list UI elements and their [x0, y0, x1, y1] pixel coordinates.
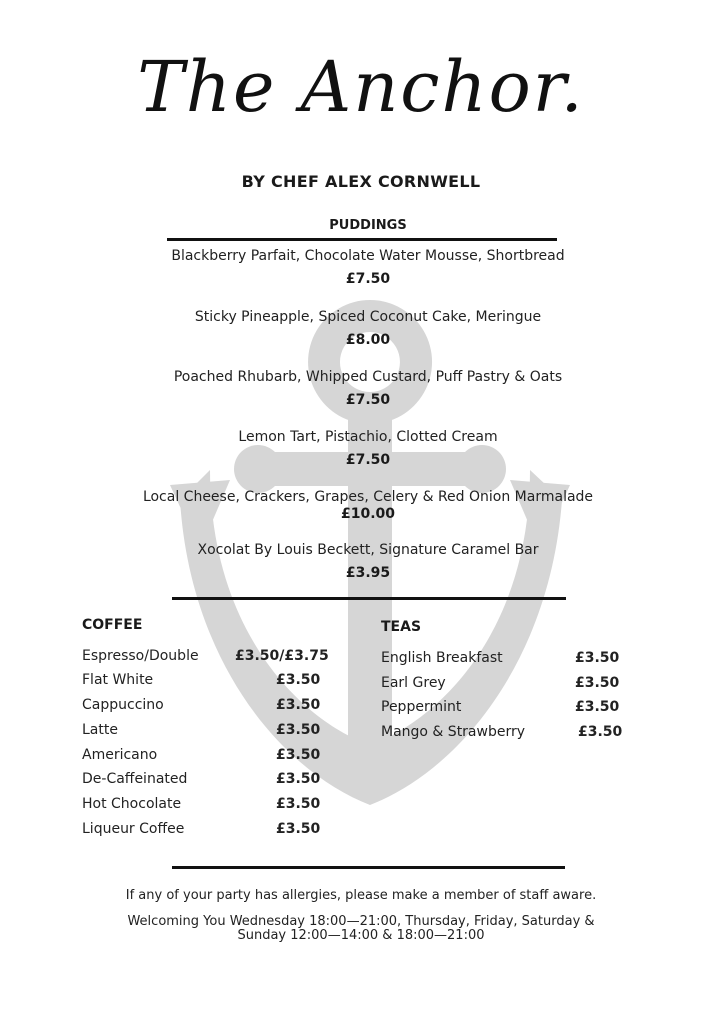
pudding-price: £7.50	[345, 452, 391, 468]
pudding-item	[0, 489, 722, 522]
coffee-name: Hot Chocolate	[82, 796, 182, 812]
coffee-name: De-Caffeinated	[82, 771, 188, 787]
pudding-price: £3.95	[345, 565, 391, 581]
coffee-price: £3.50/£3.75	[235, 648, 329, 664]
pudding-dish: Sticky Pineapple, Spiced Coconut Cake, Meringue	[194, 309, 542, 325]
pudding-price: £7.50	[345, 392, 391, 408]
coffee-price: £3.50	[276, 672, 321, 688]
pudding-dish: Lemon Tart, Pistachio, Clotted Cream	[238, 429, 498, 445]
tea-name: Mango & Strawberry	[381, 724, 526, 740]
coffee-heading: COFFEE	[82, 617, 143, 633]
pudding-dish: Local Cheese, Crackers, Grapes, Celery & Red Onion Marmalade	[142, 489, 594, 505]
tea-price: £3.50	[578, 724, 623, 740]
coffee-name: Americano	[82, 747, 158, 763]
pudding-item	[0, 369, 722, 408]
pudding-item	[0, 429, 722, 468]
coffee-price: £3.50	[276, 722, 321, 738]
tea-name: English Breakfast	[381, 650, 503, 666]
pudding-item	[0, 309, 722, 348]
pudding-price: £10.00	[340, 506, 396, 522]
tea-name: Earl Grey	[381, 675, 446, 691]
tea-price: £3.50	[575, 650, 620, 666]
coffee-name: Latte	[82, 722, 118, 738]
coffee-price: £3.50	[276, 771, 321, 787]
chef-byline: BY CHEF ALEX CORNWELL	[241, 172, 481, 191]
coffee-price: £3.50	[276, 796, 321, 812]
coffee-price: £3.50	[276, 697, 321, 713]
pudding-dish: Poached Rhubarb, Whipped Custard, Puff Pastry & Oats	[173, 369, 563, 385]
drinks-bottom-divider	[172, 866, 565, 869]
pudding-dish: Blackberry Parfait, Chocolate Water Mousse, Shortbread	[171, 248, 565, 264]
allergy-notice: If any of your party has allergies, please make a member of staff aware.	[125, 888, 597, 903]
opening-hours-line-2: Sunday 12:00—14:00 & 18:00—21:00	[237, 928, 485, 943]
coffee-price: £3.50	[276, 747, 321, 763]
puddings-heading: PUDDINGS	[329, 218, 407, 233]
coffee-name: Liqueur Coffee	[82, 821, 185, 837]
coffee-name: Flat White	[82, 672, 154, 688]
opening-hours-line-1: Welcoming You Wednesday 18:00—21:00, Thursday, Friday, Saturday &	[127, 914, 595, 929]
tea-price: £3.50	[575, 675, 620, 691]
pudding-price: £8.00	[345, 332, 391, 348]
restaurant-logo: The Anchor.	[137, 46, 585, 128]
pudding-dish: Xocolat By Louis Beckett, Signature Caramel Bar	[197, 542, 539, 558]
pudding-item	[0, 542, 722, 581]
puddings-top-divider	[167, 238, 557, 241]
tea-name: Peppermint	[381, 699, 462, 715]
pudding-item	[0, 248, 722, 287]
coffee-name: Espresso/Double	[82, 648, 199, 664]
coffee-price: £3.50	[276, 821, 321, 837]
coffee-name: Cappuccino	[82, 697, 164, 713]
puddings-bottom-divider	[172, 597, 566, 600]
tea-price: £3.50	[575, 699, 620, 715]
pudding-price: £7.50	[345, 271, 391, 287]
teas-heading: TEAS	[381, 619, 422, 635]
